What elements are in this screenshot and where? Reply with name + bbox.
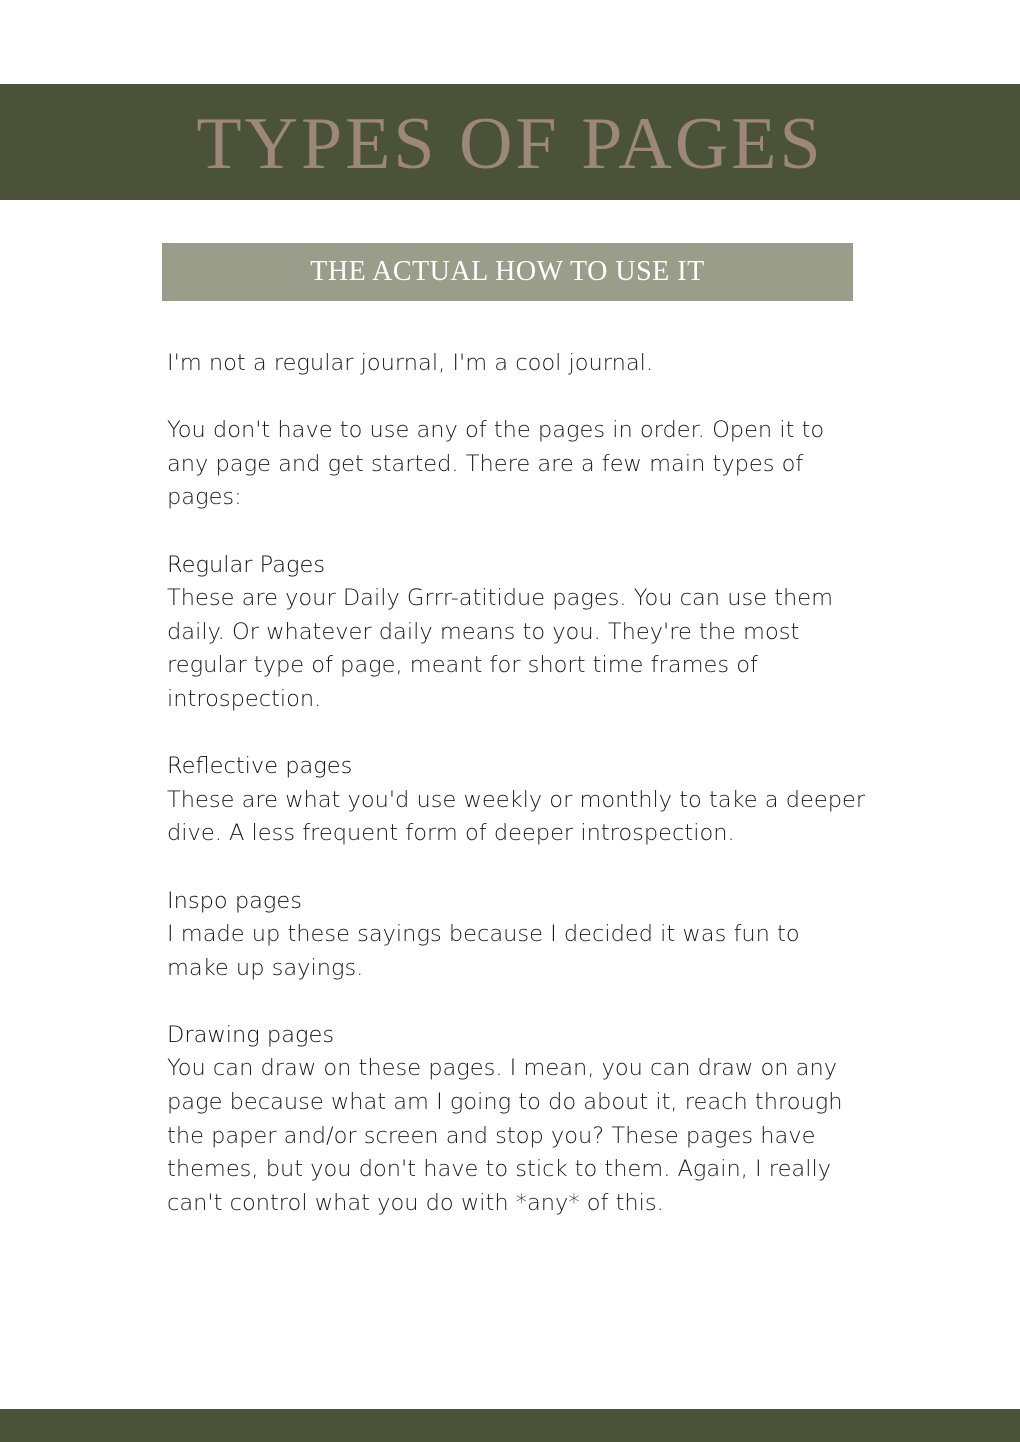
body-content — [167, 347, 867, 1254]
section-heading-drawing: Drawing pages — [167, 1021, 335, 1048]
section-heading-reflective: Reflective pages — [167, 753, 353, 780]
page-title: TYPES OF PAGES — [196, 103, 824, 185]
section-heading-inspo: Inspo pages — [167, 887, 302, 914]
subtitle-bar — [162, 243, 853, 301]
page-subtitle: THE ACTUAL HOW TO USE IT — [310, 256, 705, 287]
intro-paragraph: You don't have to use any of the pages in order. Open it to any page and get started. There are a few main types of pages: — [167, 417, 825, 511]
intro-line: I'm not a regular journal, I'm a cool journal. — [167, 350, 654, 376]
section-body-regular: These are your Daily Grrr-atitidue pages. You can use them daily. Or whatever daily means to you. They're the most regular type of page, meant for short time frames of introspection. — [167, 585, 834, 712]
section-body-inspo: I made up these sayings because I decided it was fun to make up sayings. — [167, 921, 800, 981]
title-banner — [0, 84, 1020, 200]
section-heading-regular: Regular Pages — [167, 551, 326, 578]
footer-bar — [0, 1409, 1020, 1442]
section-body-drawing: You can draw on these pages. I mean, you can draw on any page because what am I going to do about it, reach through the paper and/or screen and stop you? These pages have themes, but you don't have to stick to them. Again, I really can't control what you do with *any* of this. — [167, 1055, 843, 1216]
section-body-reflective: These are what you'd use weekly or monthly to take a deeper dive. A less frequent form of deeper introspection. — [167, 786, 866, 847]
